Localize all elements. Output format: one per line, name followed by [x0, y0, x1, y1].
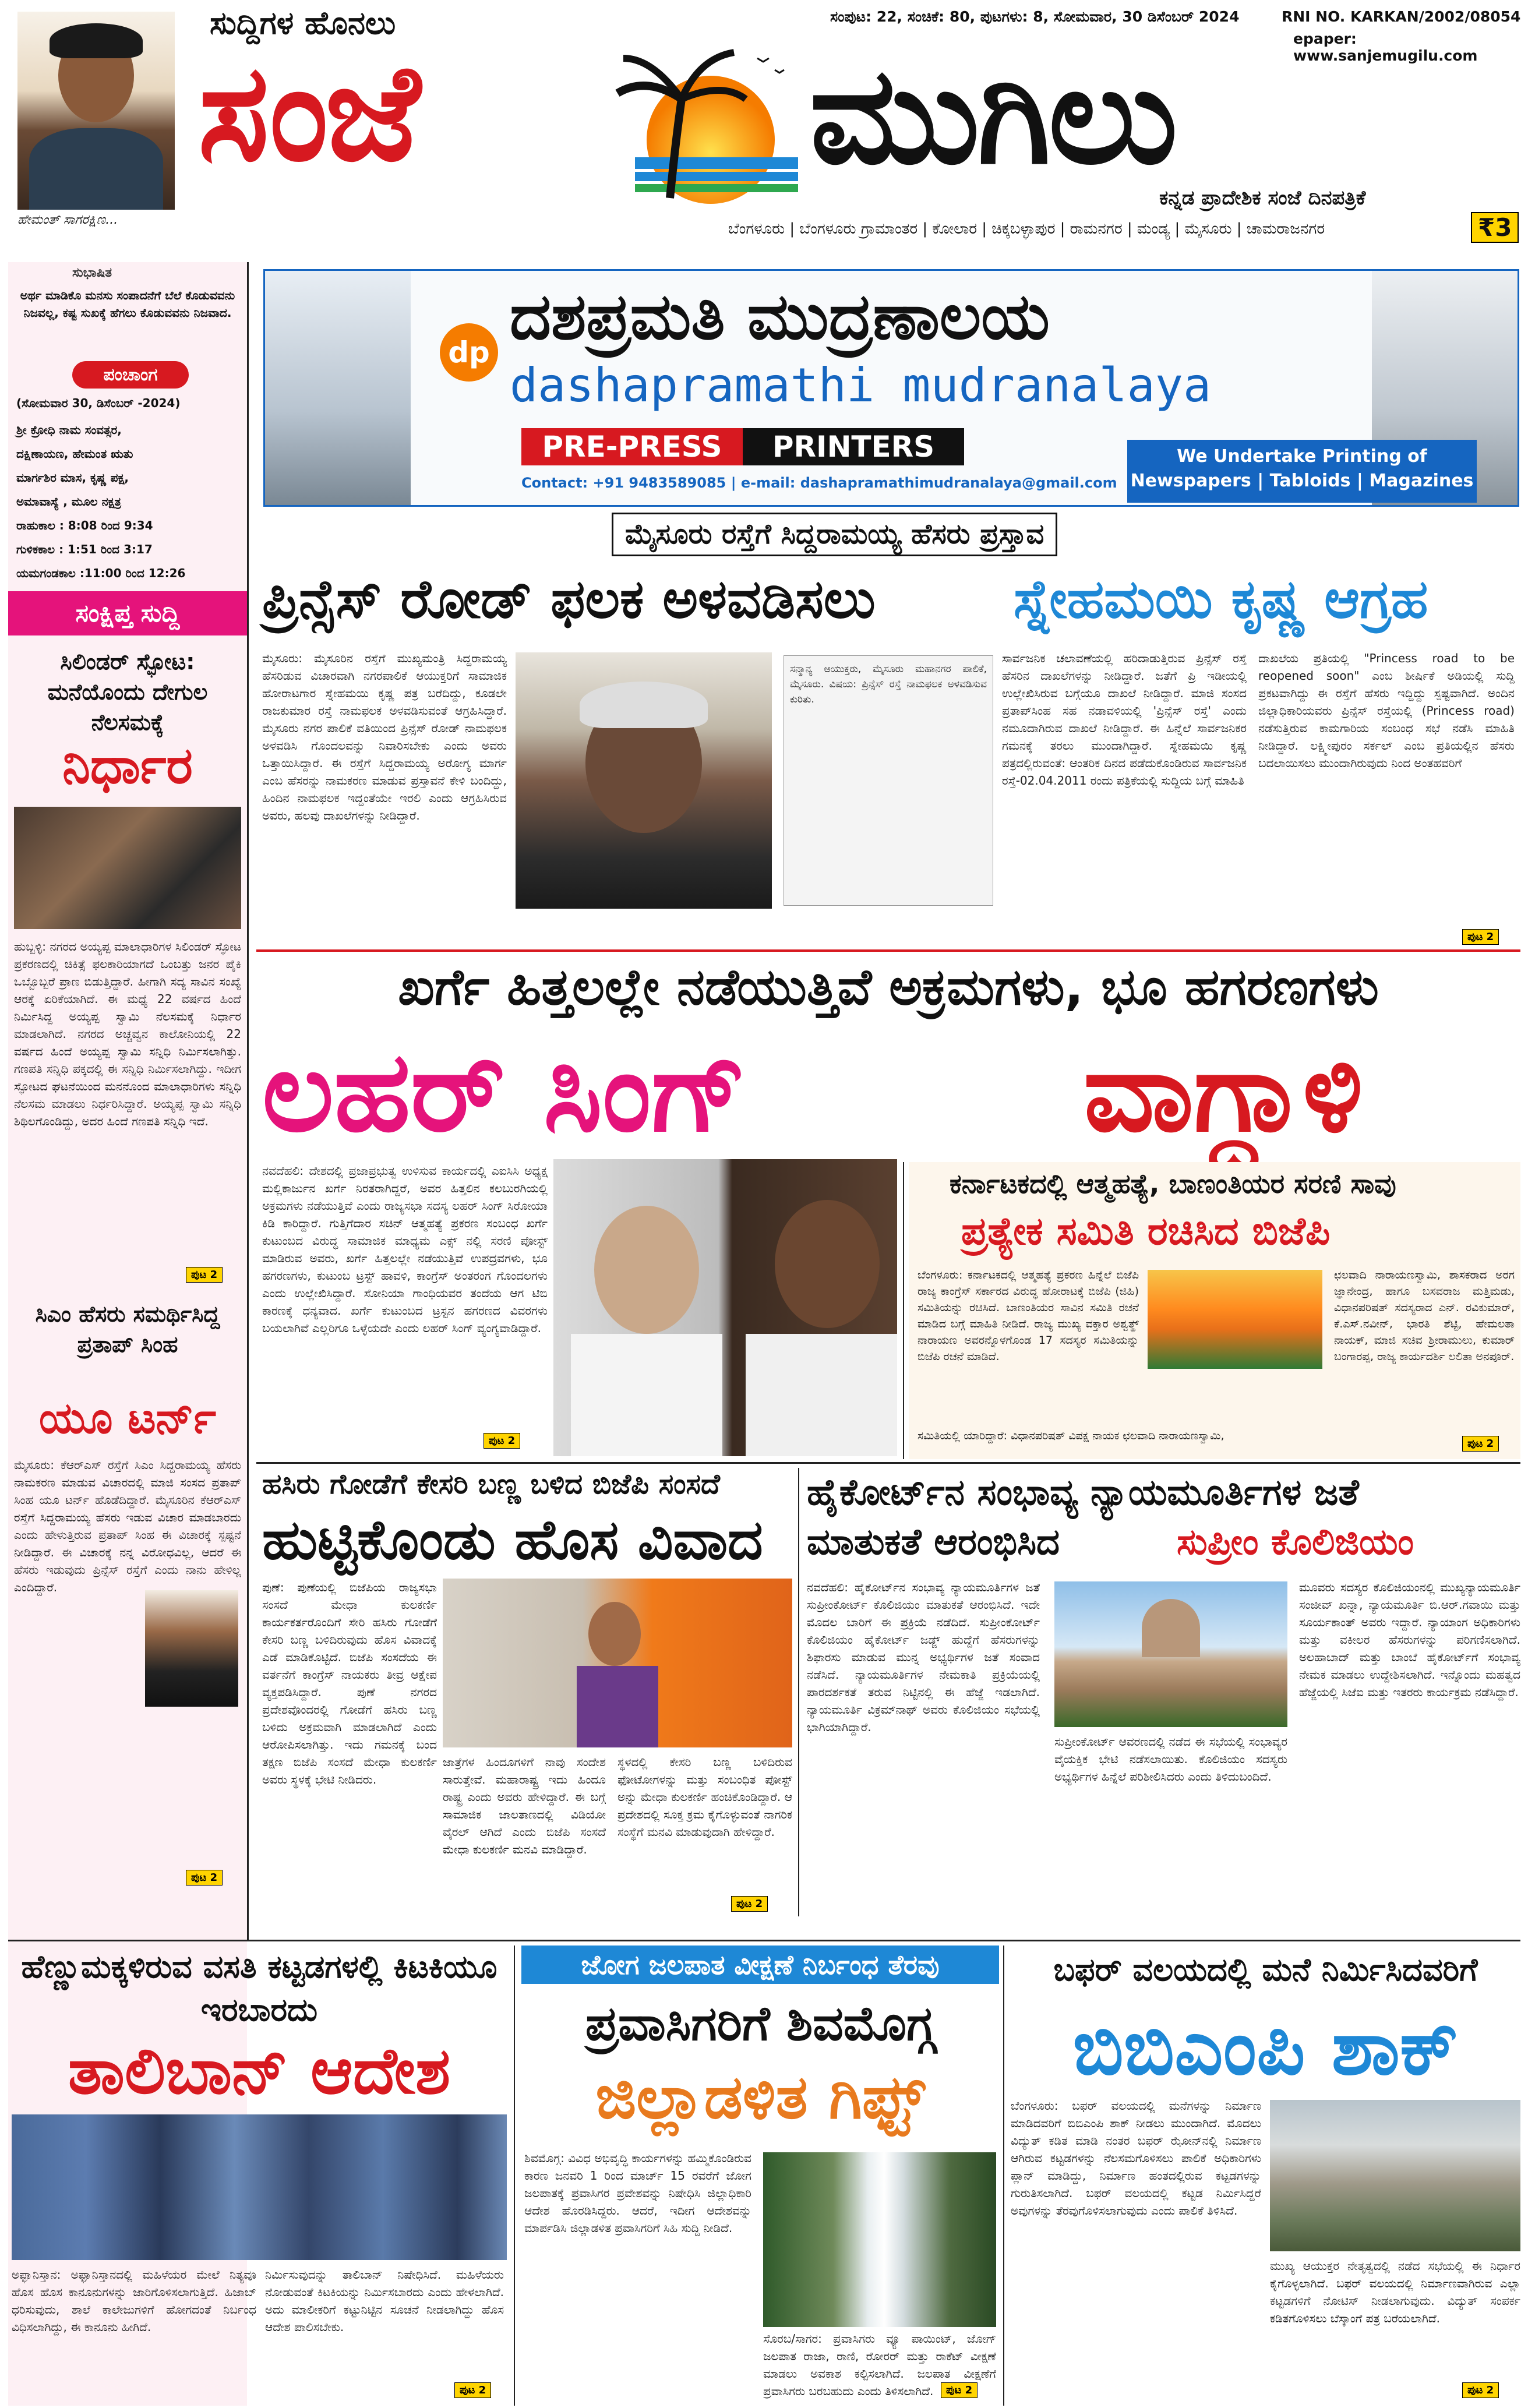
lahar-headline-red: ವಾಗ್ದಾಳಿ — [1084, 1028, 1363, 1156]
jog-col1: ಶಿವಮೊಗ್ಗ: ವಿವಿಧ ಅಭಿವೃದ್ಧಿ ಕಾರ್ಯಗಳನ್ನು ಹಮ್ಮಿಕೊಂಡಿರುವ ಕಾರಣ ಜನವರಿ 1 ರಿಂದ ಮಾರ್ಚ್ 15 ರವರೆಗೆ ಜೋಗ ಜಲಪಾತಕ್ಕೆ ಪ್ರವಾಸಿಗರ ಪ್ರವೇಶವನ್ನು ನಿಷೇಧಿಸಿ ಜಿಲ್ಲಾಧಿಕಾರಿ ಆದೇಶ ಹೊರಡಿಸಿದ್ದರು. ಆದರೆ, ಇದೀಗ ಆದೇಶವನ್ನು ಮಾರ್ಪಡಿಸಿ ಜಿಲ್ಲಾಡಳಿತ ಪ್ರವಾಸಿಗರಿಗೆ ಸಿಹಿ ಸುದ್ದಿ ನೀಡಿದೆ. — [524, 2151, 751, 2235]
story1-continued: ಪುಟ 2 — [186, 1267, 223, 1283]
bbmp-headline: ಬಿಬಿಎಂಪಿ ಶಾಕ್ — [1072, 2003, 1459, 2092]
jog-headline-black: ಪ್ರವಾಸಿಗರಿಗೆ ಶಿವಮೊಗ್ಗ — [585, 1996, 935, 2052]
story1-head: ಸಿಲಿಂಡರ್ ಸ್ಫೋಟ: ಮನೆಯೊಂದು ದೇಗುಲ ನೆಲಸಮಕ್ಕೆ — [47, 649, 208, 735]
jog-headline-red: ಜಿಲ್ಲಾಡಳಿತ ಗಿಫ್ಟ್ — [595, 2061, 925, 2132]
taliban-headline: ತಾಲಿಬಾನ್ ಆದೇಶ — [68, 2033, 451, 2108]
panchanga-date: (ಸೋಮವಾರ 30, ಡಿಸೆಂಬರ್ -2024) — [16, 396, 181, 410]
masthead-title-left: ಸಂಜೆ — [198, 36, 417, 191]
advert-undertake-box — [1127, 440, 1477, 503]
bjpmp-kicker: ಹಸಿರು ಗೋಡೆಗೆ ಕೇಸರಿ ಬಣ್ಣ ಬಳಿದ ಬಿಜೆಪಿ ಸಂಸದೆ — [262, 1468, 720, 1500]
story1-photo — [14, 807, 241, 929]
bjp-col2: ಛಲವಾದಿ ನಾರಾಯಣಸ್ವಾಮಿ, ಶಾಸಕರಾದ ಅರಗ ಜ್ಞಾನೇಂದ್ರ, ಹಾಗೂ ಬಸವರಾಜ ಮತ್ತಿಮಡು, ವಿಧಾನಪರಿಷತ್ ಸದಸ್ಯರಾದ ಎನ್. ರವಿಕುಮಾರ್, ಕೆ.ಎಸ್.ನವೀನ್, ಭಾರತಿ ಶೆಟ್ಟಿ, ಹೇಮಲತಾ ನಾಯಕ್, ಮಾಜಿ ಸಚಿವ ಶ್ರೀರಾಮುಲು, ಕುಮಾರ್ ಬಂಗಾರಪ್ಪ, ರಾಜ್ಯ ಕಾರ್ಯದರ್ಶಿ ಲಲಿತಾ ಅನಪೂರ್. — [1334, 1269, 1515, 1363]
panchanga-item: ಯಮಗಂಡಕಾಲ :11:00 ರಿಂದ 12:26 — [16, 566, 186, 580]
princess-col4: ದಾಖಲೆಯ ಪ್ರತಿಯಲ್ಲಿ "Princess road to be reopened soon" ಎಂಬ ಶೀರ್ಷಿಕೆ ಅಡಿಯಲ್ಲಿ ಸುದ್ದಿ ಪ್ರಕಟವಾಗಿದ್ದು ಈ ರಸ್ತೆಗೆ ಹೆಸರು ಇದ್ದಿದ್ದು ಸ್ಪಷ್ಟವಾಗಿದೆ. ಅಂದಿನ ಜಿಲ್ಲಾಧಿಕಾರಿಯವರು ಪ್ರಿನ್ಸೆಸ್ ರಸ್ತೆಯಲ್ಲಿ (Princess road) ನಡೆಸುತ್ತಿರುವ ಕಾಮಗಾರಿಯ ಸಂಬಂಧ ಸಭೆ ನಡೆಸಿ ಮಾಹಿತಿ ನೀಡಿದ್ದಾರೆ. ಲಕ್ಷ್ಮೀಪುರಂ ಸರ್ಕಲ್ ಎಂಬ ಪ್ರತಿಯಲ್ಲಿನ ಹೆಸರು ಬದಲಾಯಿಸಲು ಮುಂದಾಗಿರುವುದು ನಿಂದ ಅಂತಹವರಿಗೆ — [1258, 651, 1515, 770]
dp-logo: dp — [440, 323, 498, 382]
lahar-headline-pink: ಲಹರ್ ಸಿಂಗ್ — [262, 1028, 747, 1156]
story1-body: ಹುಬ್ಬಳ್ಳಿ: ನಗರದ ಅಯ್ಯಪ್ಪ ಮಾಲಾಧಾರಿಗಳ ಸಿಲಿಂಡರ್ ಸ್ಫೋಟ ಪ್ರಕರಣದಲ್ಲಿ ಚಿಕಿತ್ಸೆ ಫಲಕಾರಿಯಾಗದೆ ಒಂಬತ್ತು ಜನರ ಪೈಕಿ ಒಬ್ಬೊಬ್ಬರೆ ಪ್ರಾಣ ಬಿಡುತ್ತಿದ್ದಾರೆ. ಹೀಗಾಗಿ ಸದ್ಯ ಸಾವಿನ ಸಂಖ್ಯೆ ಆರಕ್ಕೆ ಏರಿಕೆಯಾಗಿದೆ. ಈ ಮಧ್ಯೆ 22 ವರ್ಷದ ಹಿಂದೆ ನಿರ್ಮಿಸಿದ್ದ ಅಯ್ಯಪ್ಪ ಸ್ವಾಮಿ ನೆಲಸಮಕ್ಕೆ ನಿರ್ಧಾರ ಮಾಡಲಾಗಿದೆ. ನಗರದ ಅಚ್ಚವ್ವನ ಕಾಲೋನಿಯಲ್ಲಿ 22 ವರ್ಷದ ಹಿಂದೆ ಅಯ್ಯಪ್ಪ ಸ್ವಾಮಿ ಸನ್ನಿಧಿ ನಿರ್ಮಿಸಲಾಗಿತ್ತು. ಗಣಪತಿ ಸನ್ನಿಧಿ ಪಕ್ಕದಲ್ಲಿ ಈ ಸನ್ನಿಧಿ ನಿರ್ಮಿಸಲಾಗಿದ್ದು. ಇದೀಗ ಸ್ಫೋಟದ ಘಟನೆಯಿಂದ ಮನನೊಂದ ಮಾಲಾಧಾರಿಗಳು ಸನ್ನಿಧಿ ನೆಲಸಮ ಮಾಡಲು ನಿರ್ಧರಿಸಿದ್ದಾರೆ. ಅಯ್ಯಪ್ಪ ಸ್ವಾಮಿ ಸನ್ನಿಧಿ ಶಿಥಿಲಗೊಂಡಿದ್ದು, ಅದರ ಹಿಂದೆ ಗಣಪತಿ ಸನ್ನಿಧಿ ಇದೆ. — [14, 940, 241, 1128]
pre-press-badge: PRE-PRESS — [521, 428, 743, 465]
rni-number: RNI NO. KARKAN/2002/08054 — [1282, 8, 1521, 25]
lahar-continued: ಪುಟ 2 — [484, 1433, 520, 1449]
princess-headline-black: ಪ್ರಿನ್ಸೆಸ್ ರೋಡ್ ಫಲಕ ಅಳವಡಿಸಲು — [262, 568, 876, 630]
printers-badge: PRINTERS — [743, 428, 964, 465]
panchanga-list — [16, 418, 244, 585]
bjpmp-col1: ಪುಣೆ: ಪುಣೆಯಲ್ಲಿ ಬಿಜೆಪಿಯ ರಾಜ್ಯಸಭಾ ಸಂಸದೆ ಮೇಧಾ ಕುಲಕರ್ಣಿ ಕಾರ್ಯಕರ್ತರೊಂದಿಗೆ ಸೇರಿ ಹಸಿರು ಗೋಡೆಗೆ ಕೇಸರಿ ಬಣ್ಣ ಬಳಿದಿರುವುದು ಹೊಸ ವಿವಾದಕ್ಕೆ ಎಡೆ ಮಾಡಿಕೊಟ್ಟಿದೆ. ಬಿಜೆಪಿ ಸಂಸದೆಯ ಈ ವರ್ತನೆಗೆ ಕಾಂಗ್ರೆಸ್ ನಾಯಕರು ತೀವ್ರ ಆಕ್ಷೇಪ ವ್ಯಕ್ತಪಡಿಸಿದ್ದಾರೆ. ಪುಣೆ ನಗರದ ಪ್ರದೇಶವೊಂದರಲ್ಲಿ ಗೋಡೆಗೆ ಹಸಿರು ಬಣ್ಣ ಬಳಿದು ಅಕ್ರಮವಾಗಿ ಮಾಡಲಾಗಿದೆ ಎಂದು ಆರೋಪಿಸಲಾಗಿತ್ತು. ಇದು ಗಮನಕ್ಕೆ ಬಂದ ತಕ್ಷಣ ಬಿಜೆಪಿ ಸಂಸದೆ ಮೇಧಾ ಕುಲಕರ್ಣಿ ಅವರು ಸ್ಥಳಕ್ಕೆ ಭೇಟಿ ನೀಡಿದರು. — [262, 1580, 437, 1786]
regions-strip: ಬೆಂಗಳೂರು | ಬೆಂಗಳೂರು ಗ್ರಾಮಾಂತರ | ಕೋಲಾರ | ಚಿಕ್ಕಬಳ್ಳಾಪುರ | ರಾಮನಗರ | ಮಂಡ್ಯ | ಮೈಸೂರು | ಚಾಮರಾಜನಗರ — [728, 220, 1325, 238]
collegium-col3: ಮೂವರು ಸದಸ್ಯರ ಕೊಲಿಜಿಯಂನಲ್ಲಿ ಮುಖ್ಯನ್ಯಾಯಮೂರ್ತಿ ಸಂಜೀವ್ ಖನ್ನಾ, ನ್ಯಾಯಮೂರ್ತಿ ಬಿ.ಆರ್.ಗವಾಯಿ ಮತ್ತು ಸೂರ್ಯಕಾಂತ್ ಅವರು ಇದ್ದಾರೆ. ನ್ಯಾಯಾಂಗ ಅಧಿಕಾರಿಗಳು ಮತ್ತು ವಕೀಲರ ಹೆಸರುಗಳನ್ನು ಪರಿಗಣಿಸಲಾಗಿದೆ. ಅಲಹಾಬಾದ್ ಮತ್ತು ಬಾಂಬೆ ಹೈಕೋರ್ಟ್‌ಗೆ ಸಂಭಾವ್ಯ ನೇಮಕ ಮಾಡಲು ಉದ್ದೇಶಿಸಲಾಗಿದೆ. ಇನ್ನೊಂದು ಮಹತ್ವದ ಹೆಜ್ಜೆಯಲ್ಲಿ ಸಿಜೆಐ ಮತ್ತು ಇತರರು ಕಾರ್ಯಕ್ರಮ ನಡೆಸಿದ್ದಾರೆ. — [1299, 1580, 1520, 1699]
editor-caption: ಹೇಮಂತ್ ಸಾಗರಕ್ಷಿಣ... — [17, 213, 118, 227]
sunset-palm-logo — [583, 23, 810, 216]
bjp-col1b: ಸಮಿತಿಯಲ್ಲಿ ಯಾರಿದ್ದಾರೆ: ವಿಧಾನಪರಿಷತ್ ವಿಪಕ್ಷ ನಾಯಕ ಛಲವಾದಿ ನಾರಾಯಣಸ್ವಾಮಿ, — [917, 1429, 1224, 1442]
princess-kicker: ಮೈಸೂರು ರಸ್ತೆಗೆ ಸಿದ್ದರಾಮಯ್ಯ ಹೆಸರು ಪ್ರಸ್ತಾವ — [612, 513, 1057, 556]
collegium-kicker: ಹೈಕೋರ್ಟ್‌ನ ಸಂಭಾವ್ಯ ನ್ಯಾಯಮೂರ್ತಿಗಳ ಜತೆ — [807, 1471, 1359, 1513]
bjp-kicker: ಕರ್ನಾಟಕದಲ್ಲಿ ಆತ್ಮಹತ್ಯೆ, ಬಾಣಂತಿಯರ ಸರಣಿ ಸಾವು — [950, 1168, 1396, 1199]
supreme-court-photo — [1054, 1581, 1287, 1727]
bbmp-kicker: ಬಫರ್ ವಲಯದಲ್ಲಿ ಮನೆ ನಿರ್ಮಿಸಿದವರಿಗೆ — [1053, 1951, 1478, 1988]
princess-photo — [516, 652, 772, 909]
story2-big: ಯೂ ಟರ್ನ್ — [38, 1393, 216, 1443]
princess-doc-snippet: ಸನ್ಮಾನ್ಯ ಆಯುಕ್ತರು, ಮೈಸೂರು ಮಹಾನಗರ ಪಾಲಿಕೆ, ಮೈಸೂರು. ವಿಷಯ: ಪ್ರಿನ್ಸೆಸ್ ರಸ್ತೆ ನಾಮಫಲಕ ಅಳವಡಿಸುವ ಕುರಿತು. — [784, 655, 993, 906]
bjpmp-photo — [443, 1579, 792, 1747]
subhashita-label: ಸುಭಾಷಿತ — [72, 266, 112, 280]
collegium-col1: ನವದೆಹಲಿ: ಹೈಕೋರ್ಟ್‌ನ ಸಂಭಾವ್ಯ ನ್ಯಾಯಮೂರ್ತಿಗಳ ಜತೆ ಸುಪ್ರೀಂಕೋರ್ಟ್ ಕೊಲಿಜಿಯಂ ಮಾತುಕತೆ ಆರಂಭಿಸಿದೆ. ಇದೇ ಮೊದಲ ಬಾರಿಗೆ ಈ ಪ್ರಕ್ರಿಯೆ ನಡೆದಿದೆ. ಸುಪ್ರೀಂಕೋರ್ಟ್ ಕೊಲಿಜಿಯಂ ಹೈಕೋರ್ಟ್ ಜಡ್ಜ್ ಹುದ್ದೆಗೆ ಹೆಸರುಗಳನ್ನು ಶಿಫಾರಸು ಮಾಡುವ ಮುನ್ನ ಅಭ್ಯರ್ಥಿಗಳ ಜತೆ ಸಂವಾದ ನಡೆಸಿದೆ. ನ್ಯಾಯಮೂರ್ತಿಗಳ ನೇಮಕಾತಿ ಪ್ರಕ್ರಿಯೆಯಲ್ಲಿ ಪಾರದರ್ಶಕತೆ ತರುವ ನಿಟ್ಟಿನಲ್ಲಿ ಈ ಹೆಜ್ಜೆ ಇಡಲಾಗಿದೆ. ನ್ಯಾಯಮೂರ್ತಿ ವಿಕ್ರಮ್‌ನಾಥ್ ಅವರು ಕೊಲಿಜಿಯಂ ಸಭೆಯಲ್ಲಿ ಭಾಗಿಯಾಗಿದ್ದಾರೆ. — [807, 1580, 1040, 1734]
lahar-body: ನವದೆಹಲಿ: ದೇಶದಲ್ಲಿ ಪ್ರಜಾಪ್ರಭುತ್ವ ಉಳಿಸುವ ಕಾರ್ಯದಲ್ಲಿ ಎಐಸಿಸಿ ಅಧ್ಯಕ್ಷ ಮಲ್ಲಿಕಾರ್ಜುನ ಖರ್ಗೆ ನಿರತರಾಗಿದ್ದರೆ, ಅವರ ಹಿತ್ತಲಿನ ಕಲಬುರಗಿಯಲ್ಲಿ ಅಕ್ರಮಗಳು ನಡೆಯುತ್ತಿವೆ ಎಂದು ರಾಜ್ಯಸಭಾ ಸದಸ್ಯ ಲಹರ್ ಸಿಂಗ್ ಸಿರೋಯಾ ಕಿಡಿ ಕಾರಿದ್ದಾರೆ. ಗುತ್ತಿಗೆದಾರ ಸಚಿನ್ ಆತ್ಮಹತ್ಯೆ ಪ್ರಕರಣ ಸಂಬಂಧ ಖರ್ಗೆ ಕುಟುಂಬದ ವಿರುದ್ಧ ಸಾಮಾಜಿಕ ಮಾಧ್ಯಮ ಎಕ್ಸ್ ನಲ್ಲಿ ಸರಣಿ ಪೋಸ್ಟ್ ಮಾಡಿರುವ ಅವರು, ಖರ್ಗೆ ಹಿತ್ತಲಲ್ಲೇ ನಡೆಯುತ್ತಿವೆ ಉಪದ್ರವಗಳು, ಭೂ ಹಗರಣಗಳು, ಕುಟುಂಬ ಟ್ರಸ್ಟ್ ಹಾವಳಿ, ಕಾಂಗ್ರೆಸ್ ಅಂತರಂಗ ಗೊಂದಲಗಳು ಎಂದು ಉಲ್ಲೇಖಿಸಿದ್ದಾರೆ. ಸೋನಿಯಾ ಗಾಂಧಿಯವರ ತಂದೆಯ ಆಗ ಟಿಬಿ ಕಾರಣಕ್ಕೆ ಧನ್ಯವಾದ. ಖರ್ಗೆ ಕುಟುಂಬದ ಟ್ರಸ್ಟನ ಹಗರಣದ ವಿವರಗಳು ಬಯಲಾಗಿವೆ ಎಲ್ಲರಿಗೂ ಒಳ್ಳೆಯದೇ ಎಂದು ಲಹರ್ ಸಿಂಗ್ ವ್ಯಂಗ್ಯವಾಡಿದ್ದಾರೆ. — [262, 1164, 548, 1335]
advert-undertake-line1: We Undertake Printing of — [1177, 446, 1427, 467]
masthead-subtitle: ಕನ್ನಡ ಪ್ರಾದೇಶಿಕ ಸಂಜೆ ದಿನಪತ್ರಿಕೆ — [1159, 186, 1366, 210]
price-badge: ₹3 — [1471, 212, 1519, 243]
taliban-col1: ಅಫ್ಘಾನಿಸ್ತಾನ: ಅಫ್ಘಾನಿಸ್ತಾನದಲ್ಲಿ ಮಹಿಳೆಯರ ಮೇಲೆ ನಿತ್ಯವೂ ಹೊಸ ಹೊಸ ಕಾನೂನುಗಳನ್ನು ಜಾರಿಗೊಳಿಸಲಾಗುತ್ತಿದೆ. ಹಿಜಾಬ್ ಧರಿಸುವುದು, ಶಾಲೆ ಕಾಲೇಜುಗಳಿಗೆ ಹೋಗದಂತೆ ನಿರ್ಬಂಧ ವಿಧಿಸಲಾಗಿದ್ದು, ಈ ಕಾನೂನು ಹೀಗಿದೆ. — [12, 2268, 256, 2334]
story2-head: ಸಿಎಂ ಹೆಸರು ಸಮರ್ಥಿಸಿದ್ದ ಪ್ರತಾಪ್ ಸಿಂಹ — [35, 1301, 220, 1357]
panchanga-item: ರಾಹುಕಾಲ : 8:08 ರಿಂದ 9:34 — [16, 518, 153, 532]
taliban-col2: ನಿರ್ಮಿಸುವುದನ್ನು ತಾಲಿಬಾನ್ ನಿಷೇಧಿಸಿದೆ. ಮಹಿಳೆಯರು ನೋಡುವಂತೆ ಕಿಟಕಿಯನ್ನು ನಿರ್ಮಿಸಬಾರದು ಎಂದು ಹೇಳಲಾಗಿದೆ. ಅದು ಮಾಲೀಕರಿಗೆ ಕಟ್ಟುನಿಟ್ಟಿನ ಸೂಚನೆ ನೀಡಲಾಗಿದ್ದು ಹೊಸ ಆದೇಶ ಪಾಲಿಸಬೇಕು. — [265, 2268, 504, 2334]
bjp-continued: ಪುಟ 2 — [1462, 1436, 1499, 1452]
princess-headline-blue: ಸ್ನೇಹಮಯಿ ಕೃಷ್ಣ ಆಗ್ರಹ — [1014, 568, 1428, 630]
jog-falls-photo — [763, 2152, 996, 2327]
advert-undertake-line2: Newspapers | Tabloids | Magazines — [1130, 471, 1474, 491]
story2-photo — [145, 1590, 238, 1707]
advert-contact: Contact: +91 9483589085 | e-mail: dashapramathimudranalaya@gmail.com — [521, 475, 1117, 491]
issue-info: ಸಂಪುಟ: 22, ಸಂಚಿಕೆ: 80, ಪುಟಗಳು: 8, ಸೋಮವಾರ, 30 ಡಿಸೆಂಬರ್ 2024 — [830, 8, 1240, 25]
printing-advert — [263, 269, 1519, 507]
collegium-headline-black: ಮಾತುಕತೆ ಆರಂಭಿಸಿದ — [807, 1520, 1060, 1563]
story2-continued: ಪುಟ 2 — [186, 1870, 223, 1886]
panchanga-item: ಶ್ರೀ ಕ್ರೋಧಿ ನಾಮ ಸಂವತ್ಸರ, — [16, 423, 122, 437]
panchanga-item: ಅಮಾವಾಸ್ಯೆ , ಮೂಲ ನಕ್ಷತ್ರ — [16, 495, 121, 509]
bjp-col1: ಬೆಂಗಳೂರು: ಕರ್ನಾಟಕದಲ್ಲಿ ಆತ್ಮಹತ್ಯೆ ಪ್ರಕರಣ ಹಿನ್ನೆಲೆ ಬಿಜೆಪಿ ರಾಜ್ಯ ಕಾಂಗ್ರೆಸ್ ಸರ್ಕಾರದ ವಿರುದ್ಧ ಹೋರಾಟಕ್ಕೆ ಬಿಜೆಪಿ (ಜಿಹಿ) ಸಮಿತಿಯನ್ನು ರಚಿಸಿದೆ. ಬಾಣಂತಿಯರ ಸಾವಿನ ಸಮಿತಿ ರಚನೆ ಮಾಡಿದ ಬಗ್ಗೆ ಮಾಹಿತಿ ನೀಡಿದೆ. ರಾಜ್ಯ ಮುಖ್ಯ ವಕ್ತಾರ ಅಶ್ವತ್ಥ್ ನಾರಾಯಣ ಅವರನ್ನೊಳಗೊಂಡ 17 ಸದಸ್ಯರ ಸಮಿತಿಯನ್ನು ಬಿಜೆಪಿ ರಚನೆ ಮಾಡಿದೆ. — [917, 1269, 1139, 1363]
princess-continued: ಪುಟ 2 — [1462, 929, 1499, 945]
jog-continued: ಪುಟ 2 — [941, 2382, 978, 2398]
advert-machine-photo-left — [265, 271, 411, 505]
jog-kicker: ಜೋಗ ಜಲಪಾತ ವೀಕ್ಷಣೆ ನಿರ್ಬಂಧ ತೆರವು — [521, 1946, 999, 1984]
editor-photo — [17, 12, 175, 210]
panchanga-item: ಗುಳಿಕಕಾಲ : 1:51 ರಿಂದ 3:17 — [16, 542, 153, 556]
epaper-url: epaper: www.sanjemugilu.com — [1293, 30, 1478, 64]
bjpmp-col3: ಸ್ಥಳದಲ್ಲಿ ಕೇಸರಿ ಬಣ್ಣ ಬಳಿದಿರುವ ಫೋಟೋಗಳನ್ನು ಮತ್ತು ಸಂಬಂಧಿತ ಪೋಸ್ಟ್ ಅನ್ನು ಮೇಧಾ ಕುಲಕರ್ಣಿ ಹಂಚಿಕೊಂಡಿದ್ದಾರೆ. ಆ ಪ್ರದೇಶದಲ್ಲಿ ಸೂಕ್ತ ಕ್ರಮ ಕೈಗೊಳ್ಳುವಂತೆ ನಾಗರಿಕ ಸಂಸ್ಥೆಗೆ ಮನವಿ ಮಾಡುವುದಾಗಿ ಹೇಳಿದ್ದಾರೆ. — [617, 1755, 792, 1839]
bbmp-col2: ಮುಖ್ಯ ಆಯುಕ್ತರ ನೇತೃತ್ವದಲ್ಲಿ ನಡೆದ ಸಭೆಯಲ್ಲಿ ಈ ನಿರ್ಧಾರ ಕೈಗೊಳ್ಳಲಾಗಿದೆ. ಬಫರ್ ವಲಯದಲ್ಲಿ ನಿರ್ಮಾಣವಾಗಿರುವ ಎಲ್ಲಾ ಕಟ್ಟಡಗಳಿಗೆ ನೋಟಿಸ್ ನೀಡಲಾಗುವುದು. ವಿದ್ಯುತ್ ಸಂಪರ್ಕ ಕಡಿತಗೊಳಿಸಲು ಬೆಸ್ಕಾಂಗೆ ಪತ್ರ ಬರೆಯಲಾಗಿದೆ. — [1270, 2259, 1520, 2325]
panchanga-item: ಮಾರ್ಗಶಿರ ಮಾಸ, ಕೃಷ್ಣ ಪಕ್ಷ, — [16, 471, 129, 485]
panchanga-item: ದಕ್ಷಿಣಾಯಣ, ಹೇಮಂತ ಋತು — [16, 447, 133, 461]
bbmp-col1: ಬೆಂಗಳೂರು: ಬಫರ್ ವಲಯದಲ್ಲಿ ಮನೆಗಳನ್ನು ನಿರ್ಮಾಣ ಮಾಡಿದವರಿಗೆ ಬಿಬಿಎಂಪಿ ಶಾಕ್ ನೀಡಲು ಮುಂದಾಗಿದೆ. ಮೊದಲು ವಿದ್ಯುತ್ ಕಡಿತ ಮಾಡಿ ನಂತರ ಬಫರ್ ಝೋನ್‌ನಲ್ಲಿ ನಿರ್ಮಾಣ ಆಗಿರುವ ಕಟ್ಟಡಗಳನ್ನು ನೆಲಸಮಗೊಳಿಸಲು ಪಾಲಿಕೆ ಅಧಿಕಾರಿಗಳು ಪ್ಲಾನ್ ಮಾಡಿದ್ದು, ನಿರ್ಮಾಣ ಹಂತದಲ್ಲಿರುವ ಕಟ್ಟಡಗಳನ್ನು ಗುರುತಿಸಲಾಗಿದೆ. ಬಫರ್ ವಲಯದಲ್ಲಿ ಕಟ್ಟಡ ನಿರ್ಮಿಸಿದ್ದರೆ ಅವುಗಳನ್ನು ತೆರವುಗೊಳಿಸಲಾಗುವುದು ಎಂದು ಪಾಲಿಕೆ ತಿಳಿಸಿದೆ. — [1011, 2099, 1261, 2218]
story2-body: ಮೈಸೂರು: ಕೆಆರ್‌ಎಸ್ ರಸ್ತೆಗೆ ಸಿಎಂ ಸಿದ್ದರಾಮಯ್ಯ ಹೆಸರು ನಾಮಕರಣ ಮಾಡುವ ವಿಚಾರದಲ್ಲಿ ಮಾಜಿ ಸಂಸದ ಪ್ರತಾಪ್ ಸಿಂಹ ಯೂ ಟರ್ನ್ ಹೊಡೆದಿದ್ದಾರೆ. ಮೈಸೂರಿನ ಕೆಆರ್‌ಎಸ್ ರಸ್ತೆಗೆ ಸಿದ್ದರಾಮಯ್ಯ ಹೆಸರು ಇಡುವ ವಿಚಾರ ಮಾಡಬಾರದು ಎಂದು ಹೇಳುತ್ತಿರುವ ಪ್ರತಾಪ್ ಸಿಂಹ ಈ ವಿಚಾರಕ್ಕೆ ಸ್ಪಷ್ಟನೆ ನೀಡಿದ್ದಾರೆ. ಈ ವಿಚಾರಕ್ಕೆ ನನ್ನ ವಿರೋಧವಿಲ್ಲ, ಆದರೆ ಈ ಹೆಸರು ಇಡುವುದು ಪ್ರಿನ್ಸೆಸ್ ರಸ್ತೆಗೆ ಎಂದು ನಾನು ಹೇಳಿಲ್ಲ ಎಂದಿದ್ದಾರೆ. — [14, 1458, 241, 1594]
bjp-rally-photo — [1148, 1270, 1322, 1369]
lahar-photo — [553, 1159, 897, 1456]
lahar-kicker: ಖರ್ಗೆ ಹಿತ್ತಲಲ್ಲೇ ನಡೆಯುತ್ತಿವೆ ಅಕ್ರಮಗಳು, ಭೂ ಹಗರಣಗಳು — [398, 958, 1379, 1016]
jog-col2: ಸೊರಬ/ಸಾಗರ: ಪ್ರವಾಸಿಗರು ವ್ಯೂ ಪಾಯಿಂಟ್, ಜೋಗ್ ಜಲಪಾತ ರಾಜಾ, ರಾಣಿ, ರೋರರ್ ಮತ್ತು ರಾಕೆಟ್ ವೀಕ್ಷಣೆ ಮಾಡಲು ಅವಕಾಶ ಕಲ್ಪಿಸಲಾಗಿದೆ. ಜಲಪಾತ ವೀಕ್ಷಣೆಗೆ ಪ್ರವಾಸಿಗರು ಬರಬಹುದು ಎಂದು ತಿಳಿಸಲಾಗಿದೆ. — [763, 2332, 996, 2398]
taliban-continued: ಪುಟ 2 — [454, 2382, 491, 2398]
bjpmp-headline: ಹುಟ್ಟಿಕೊಂಡು ಹೊಸ ವಿವಾದ — [262, 1509, 763, 1572]
advert-title-en: dashapramathi mudranalaya — [510, 358, 1212, 412]
panchanga-title: ಪಂಚಾಂಗ — [72, 361, 189, 389]
subhashita-text: ಅರ್ಥ ಮಾಡಿಕೊ ಮನಸು ಸಂಪಾದನೆಗೆ ಬೆಲೆ ಕೊಡುವವನು ನಿಜವಲ್ಲ, ಕಷ್ಟ ಸುಖಕ್ಕೆ ಹೆಗಲು ಕೊಡುವವನು ನಿಜವಾದ. — [20, 288, 235, 320]
bbmp-continued: ಪುಟ 2 — [1462, 2382, 1499, 2398]
bjpmp-col2: ಜಾತ್ರೆಗಳ ಹಿಂದೂಗಳಿಗೆ ನಾವು ಸಂದೇಶ ಸಾರುತ್ತೇವೆ. ಮಹಾರಾಷ್ಟ್ರ ಇದು ಹಿಂದೂ ರಾಷ್ಟ್ರ ಎಂದು ಅವರು ಹೇಳಿದ್ದಾರೆ. ಈ ಬಗ್ಗೆ ಸಾಮಾಜಿಕ ಜಾಲತಾಣದಲ್ಲಿ ವಿಡಿಯೋ ವೈರಲ್ ಆಗಿದೆ ಎಂದು ಬಿಜೆಪಿ ಸಂಸದೆ ಮೇಧಾ ಕುಲಕರ್ಣಿ ಮನವಿ ಮಾಡಿದ್ದಾರೆ. — [443, 1755, 606, 1856]
bbmp-city-photo — [1270, 2100, 1520, 2251]
sankshipta-banner: ಸಂಕ್ಷಿಪ್ತ ಸುದ್ದಿ — [8, 591, 247, 635]
masthead — [0, 0, 1528, 256]
princess-col3: ಸಾರ್ವಜನಿಕ ಚಲಾವಣೆಯಲ್ಲಿ ಹರಿದಾಡುತ್ತಿರುವ ಪ್ರಿನ್ಸೆಸ್ ರಸ್ತೆ ಹೆಸರಿನ ದಾಖಲೆಗಳನ್ನು ನೀಡಿದ್ದಾರೆ. ಜತೆಗೆ ಪ್ರಿ ಇಡೀಯಲ್ಲಿ ಉಲ್ಲೇಖಿಸಿರುವ ಬಗ್ಗೆಯೂ ದಾಖಲೆ ನೀಡಿದ್ದಾರೆ. ಮಾಜಿ ಸಂಸದ ಪ್ರತಾಪ್‌ಸಿಂಹ ಸಹ ನಡಾವಳಿಯಲ್ಲಿ 'ಪ್ರಿನ್ಸೆಸ್ ರಸ್ತೆ' ಎಂದು ನಮೂದಾಗಿರುವ ದಾಖಲೆ ನೀಡಿದ್ದಾರೆ. ಈ ಹಿನ್ನೆಲೆ ಸಾರ್ವಜನಿಕರ ಗಮನಕ್ಕೆ ತರಲು ಮುಂದಾಗಿದ್ದಾರೆ. ಸ್ನೇಹಮಯಿ ಕೃಷ್ಣ ಪತ್ರದಲ್ಲಿರುವಂತೆ: ಆಂತರಿಕ ದಿನದ ಪಡೆದುಕೊಂಡಿರುವ ಸಾರ್ವಜನಿಕ ರಸ್ತೆ-02.04.2011 ರಂದು ಪತ್ರಿಕೆಯಲ್ಲಿ ಸುದ್ದಿಯ ಬಗ್ಗೆ ಮಾಹಿತಿ — [1002, 651, 1247, 788]
advert-title: ದಶಪ್ರಮತಿ ಮುದ್ರಣಾಲಯ — [510, 279, 1050, 354]
story1-big: ನಿರ್ಧಾರ — [62, 737, 193, 795]
masthead-tagline: ಸುದ್ದಿಗಳ ಹೊನಲು — [210, 5, 396, 41]
collegium-col2: ಸುಪ್ರೀಂಕೋರ್ಟ್ ಆವರಣದಲ್ಲಿ ನಡೆದ ಈ ಸಭೆಯಲ್ಲಿ ಸಂಭಾವ್ಯರ ವೈಯಕ್ತಿಕ ಭೇಟಿ ನಡೆಸಲಾಯಿತು. ಕೊಲಿಜಿಯಂ ಸದಸ್ಯರು ಅಭ್ಯರ್ಥಿಗಳ ಹಿನ್ನೆಲೆ ಪರಿಶೀಲಿಸಿದರು ಎಂದು ತಿಳಿದುಬಂದಿದೆ. — [1054, 1735, 1287, 1784]
bjpmp-continued: ಪುಟ 2 — [731, 1896, 768, 1912]
princess-col1: ಮೈಸೂರು: ಮೈಸೂರಿನ ರಸ್ತೆಗೆ ಮುಖ್ಯಮಂತ್ರಿ ಸಿದ್ದರಾಮಯ್ಯ ಹೆಸರಿಡುವ ವಿಚಾರವಾಗಿ ನಗರಪಾಲಿಕೆ ಆಯುಕ್ತರಿಗೆ ಸಾಮಾಜಿಕ ಹೋರಾಟಗಾರ ಸ್ನೇಹಮಯಿ ಕೃಷ್ಣ ಪತ್ರ ಬರೆದಿದ್ದು, ಕೂಡಲೇ ರಾಜಕುಮಾರ ರಸ್ತೆ ನಾಮಫಲಕ ಅಳವಡಿಸುವಂತೆ ಆಗ್ರಹಿಸಿದ್ದಾರೆ. ಮೈಸೂರು ನಗರ ಪಾಲಿಕೆ ವತಿಯಿಂದ ಪ್ರಿನ್ಸೆಸ್ ರೋಡ್ ನಾಮಫಲಕ ಅಳವಡಿಸಿ ಗೊಂದಲವನ್ನು ನಿವಾರಿಸಬೇಕು ಎಂದು ಅವರು ಒತ್ತಾಯಿಸಿದ್ದಾರೆ. ಈ ರಸ್ತೆಗೆ ಸಿದ್ದರಾಮಯ್ಯ ಅರೋಗ್ಯ ಮಾರ್ಗ ಎಂಬ ಹೆಸರನ್ನು ನಾಮಕರಣ ಮಾಡುವ ಪ್ರಸ್ತಾವನೆ ಕೇಳಿ ಬಂದಿದ್ದು, ಹಿಂದಿನ ನಾಮಫಲಕ ಇದ್ದಂತೆಯೇ ಇರಲಿ ಎಂದು ಆಗ್ರಹಿಸಿರುವ ಅವರು, ಹಲವು ದಾಖಲೆಗಳನ್ನು ನೀಡಿದ್ದಾರೆ. — [262, 651, 507, 822]
collegium-headline-red: ಸುಪ್ರೀಂ ಕೊಲಿಜಿಯಂ — [1177, 1520, 1414, 1563]
taliban-kicker: ಹೆಣ್ಣುಮಕ್ಕಳಿರುವ ವಸತಿ ಕಟ್ಟಡಗಳಲ್ಲಿ ಕಿಟಕಿಯೂ ಇರಬಾರದು — [21, 1948, 497, 2028]
masthead-title-right: ಮುಗಿಲು — [810, 38, 1176, 194]
bjp-headline: ಪ್ರತ್ಯೇಕ ಸಮಿತಿ ರಚಿಸಿದ ಬಿಜೆಪಿ — [961, 1209, 1331, 1254]
taliban-photo — [12, 2114, 507, 2260]
